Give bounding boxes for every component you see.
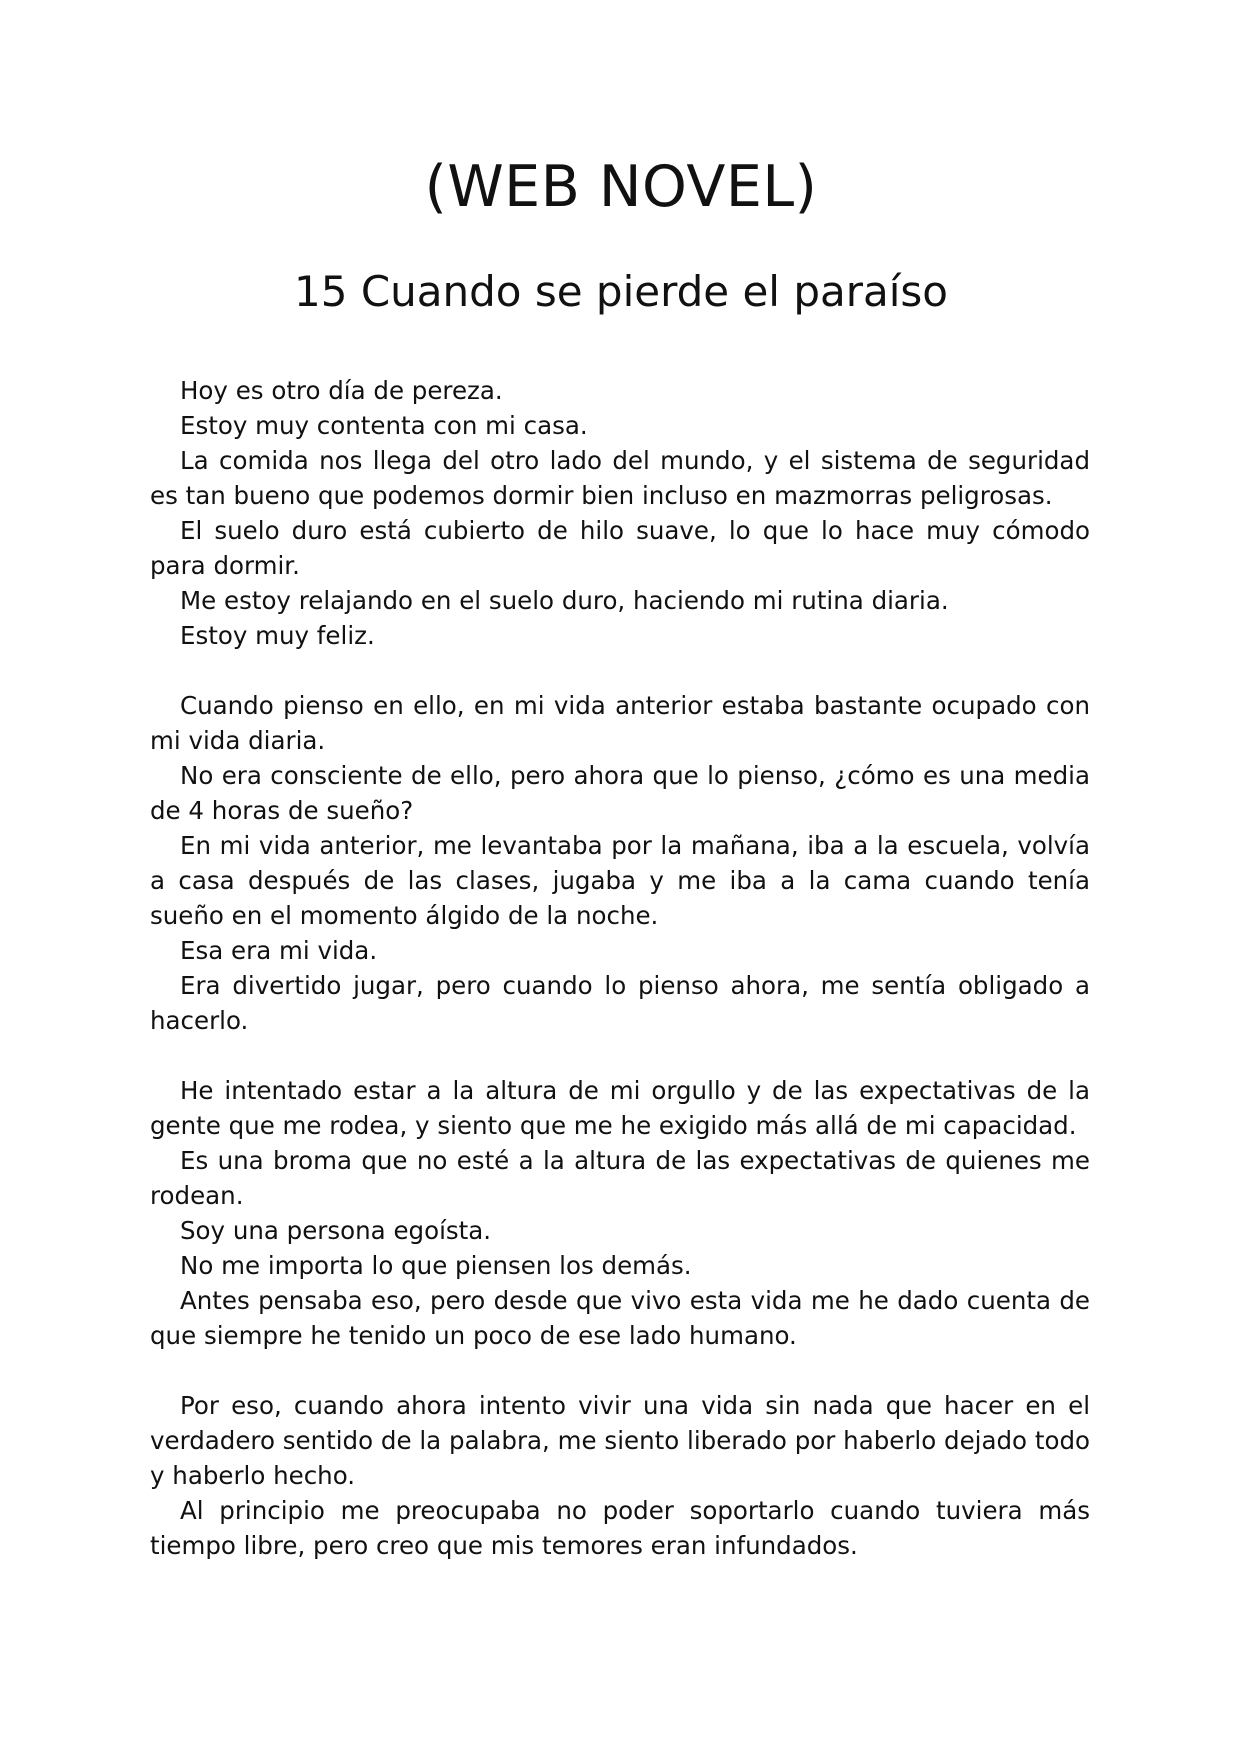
paragraph: Hoy es otro día de pereza.	[180, 376, 503, 405]
paragraph: La comida nos llega del otro lado del mundo, y el sistema de seguridad es tan bueno que podemos dormir bien incluso en mazmorras peligrosas.	[150, 446, 1090, 510]
series-title: (WEB NOVEL)	[424, 154, 818, 220]
paragraph: Estoy muy contenta con mi casa.	[180, 411, 588, 440]
chapter-body	[150, 373, 1090, 1563]
paragraph: Me estoy relajando en el suelo duro, haciendo mi rutina diaria.	[180, 586, 949, 615]
paragraph: Esa era mi vida.	[180, 936, 378, 965]
paragraph-break	[150, 1038, 1090, 1073]
paragraph: No me importa lo que piensen los demás.	[180, 1251, 692, 1280]
paragraph: Antes pensaba eso, pero desde que vivo esta vida me he dado cuenta de que siempre he tenido un poco de ese lado humano.	[150, 1286, 1090, 1350]
paragraph-break	[150, 1353, 1090, 1388]
paragraph: Era divertido jugar, pero cuando lo pienso ahora, me sentía obligado a hacerlo.	[150, 971, 1090, 1035]
paragraph: No era consciente de ello, pero ahora que lo pienso, ¿cómo es una media de 4 horas de sueño?	[150, 761, 1090, 825]
paragraph: Cuando pienso en ello, en mi vida anterior estaba bastante ocupado con mi vida diaria.	[150, 691, 1090, 755]
paragraph: El suelo duro está cubierto de hilo suave, lo que lo hace muy cómodo para dormir.	[150, 516, 1090, 580]
paragraph: Soy una persona egoísta.	[180, 1216, 492, 1245]
paragraph: Es una broma que no esté a la altura de las expectativas de quienes me rodean.	[150, 1146, 1090, 1210]
chapter-title: 15 Cuando se pierde el paraíso	[294, 267, 948, 316]
paragraph: Estoy muy feliz.	[180, 621, 375, 650]
paragraph-break	[150, 653, 1090, 688]
paragraph: Por eso, cuando ahora intento vivir una vida sin nada que hacer en el verdadero sentido de la palabra, me siento liberado por haberlo dejado todo y haberlo hecho.	[150, 1391, 1090, 1490]
paragraph: He intentado estar a la altura de mi orgullo y de las expectativas de la gente que me rodea, y siento que me he exigido más allá de mi capacidad.	[150, 1076, 1090, 1140]
paragraph: Al principio me preocupaba no poder soportarlo cuando tuviera más tiempo libre, pero creo que mis temores eran infundados.	[150, 1496, 1090, 1560]
paragraph: En mi vida anterior, me levantaba por la mañana, iba a la escuela, volvía a casa después de las clases, jugaba y me iba a la cama cuando tenía sueño en el momento álgido de la noche.	[150, 831, 1090, 930]
